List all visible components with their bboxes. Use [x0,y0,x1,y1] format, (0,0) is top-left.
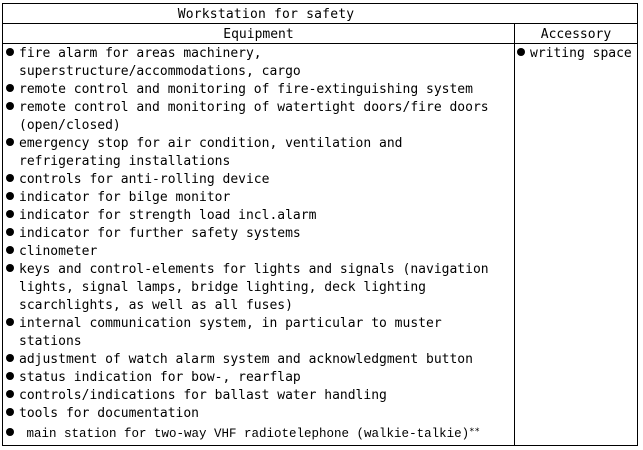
equipment-list [3,45,513,443]
footnote-marker: ** [469,427,480,437]
accessory-item [515,45,637,63]
equipment-item-line: fire alarm for areas machinery, [19,46,262,61]
accessory-list [515,45,637,63]
bullet-icon [6,408,14,416]
equipment-item [3,225,513,243]
safety-workstation-table [2,3,638,446]
bullet-icon [6,390,14,398]
bullet-icon [6,84,14,92]
accessory-item-label: writing space [530,46,632,61]
equipment-item [3,189,513,207]
equipment-column-header: Equipment [223,27,294,42]
column-divider [514,24,515,445]
bullet-icon [6,354,14,362]
equipment-item [3,261,513,315]
bullet-icon [6,102,14,110]
bullet-icon [6,192,14,200]
equipment-item [3,135,513,171]
equipment-item-line: scarchlights, as well as all fuses) [19,298,293,313]
table-title-row [3,4,637,24]
bullet-icon [517,48,525,56]
bullet-icon [6,48,14,56]
bullet-icon [6,264,14,272]
equipment-item [3,351,513,369]
bullet-icon [6,318,14,326]
equipment-item-line: indicator for further safety systems [19,226,301,241]
equipment-item-line: tools for documentation [19,406,200,421]
equipment-item-vhf [3,425,513,443]
bullet-icon [6,428,14,436]
equipment-item [3,45,513,81]
bullet-icon [6,228,14,236]
equipment-item-line: clinometer [19,244,98,259]
equipment-item-line: keys and control-elements for lights and signals (navigation [19,262,489,277]
equipment-item [3,207,513,225]
equipment-item [3,99,513,135]
column-header-row [3,24,637,44]
equipment-item-line: (open/closed) [19,118,121,133]
equipment-item [3,81,513,99]
equipment-item-line: stations [19,334,82,349]
equipment-item-line: refrigerating installations [19,154,231,169]
equipment-item-line: indicator for strength load incl.alarm [19,208,317,223]
equipment-item-line: controls for anti-rolling device [19,172,270,187]
bullet-icon [6,246,14,254]
bullet-icon [6,138,14,146]
equipment-item-line: indicator for bilge monitor [19,190,231,205]
equipment-item-line: remote control and monitoring of fire-extinguishing system [19,82,473,97]
equipment-item-line: remote control and monitoring of watertight doors/fire doors [19,100,489,115]
equipment-item-line: emergency stop for air condition, ventilation and [19,136,403,151]
equipment-item [3,315,513,351]
equipment-item [3,243,513,261]
equipment-item-line: adjustment of watch alarm system and acknowledgment button [19,352,473,367]
equipment-item-line: status indication for bow-, rearflap [19,370,301,385]
equipment-item [3,171,513,189]
equipment-item [3,387,513,405]
equipment-item-line: superstructure/accommodations, cargo [19,64,301,79]
bullet-icon [6,210,14,218]
equipment-item-line: controls/indications for ballast water handling [19,388,387,403]
bullet-icon [6,372,14,380]
accessory-column-header: Accessory [540,27,612,42]
equipment-item [3,369,513,387]
table-title: Workstation for safety [177,7,355,22]
equipment-item [3,405,513,423]
equipment-item-line: internal communication system, in particular to muster [19,316,442,331]
equipment-item-line: main station for two-way VHF radiotelephone (walkie-talkie) [19,427,470,441]
equipment-item-line: lights, signal lamps, bridge lighting, deck lighting [19,280,426,295]
bullet-icon [6,174,14,182]
